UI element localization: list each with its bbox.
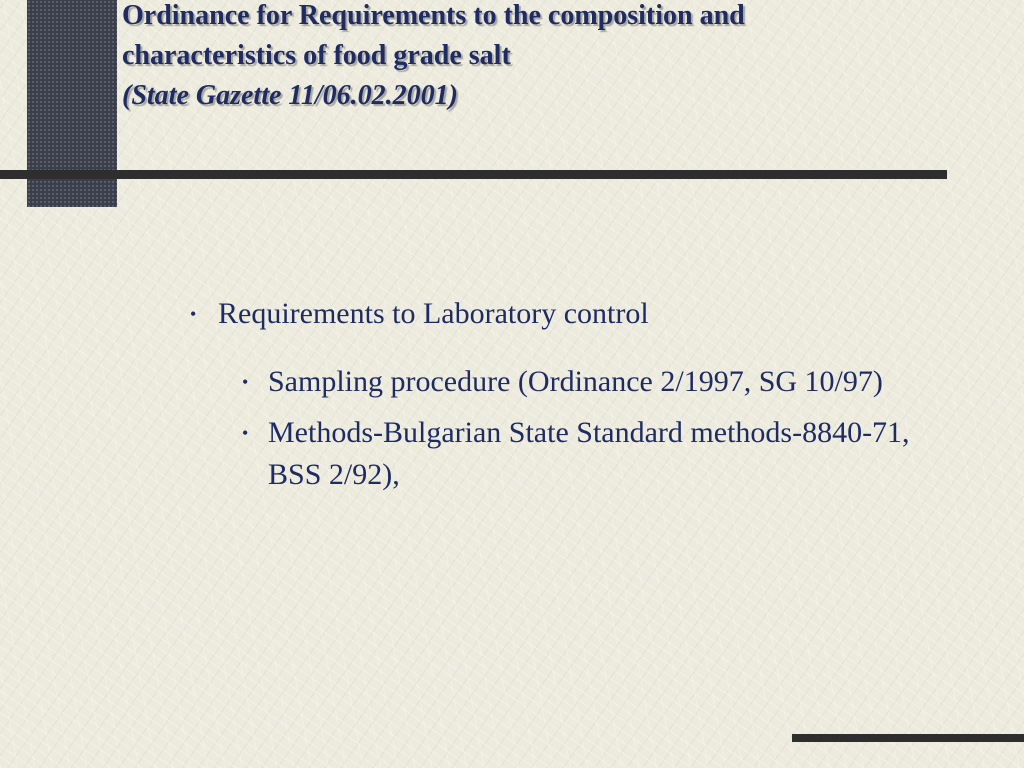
sub-list: [240, 352, 948, 496]
list-item-level1: [188, 290, 948, 338]
slide-title: [122, 0, 942, 116]
bullet-icon: •: [242, 423, 249, 443]
title-line-2: characteristics of food grade salt: [122, 40, 511, 71]
title-subtitle: (State Gazette 11/06.02.2001): [122, 80, 458, 111]
slide-content: [188, 290, 948, 496]
list-item-text: Requirements to Laboratory control: [218, 297, 649, 330]
list-item-level2: [240, 352, 948, 412]
list-item-level2: [240, 412, 948, 496]
list-item-text: Sampling procedure (Ordinance 2/1997, SG 10/97): [268, 365, 883, 398]
list-item-text: Methods-Bulgarian State Standard methods-8840-71, BSS 2/92),: [268, 416, 910, 491]
bullet-icon: •: [242, 372, 249, 392]
bullet-icon: •: [190, 304, 197, 324]
bottom-divider-rule: [792, 734, 1024, 742]
top-divider-rule: [0, 170, 947, 179]
title-line-1: Ordinance for Requirements to the composition and: [122, 0, 745, 31]
